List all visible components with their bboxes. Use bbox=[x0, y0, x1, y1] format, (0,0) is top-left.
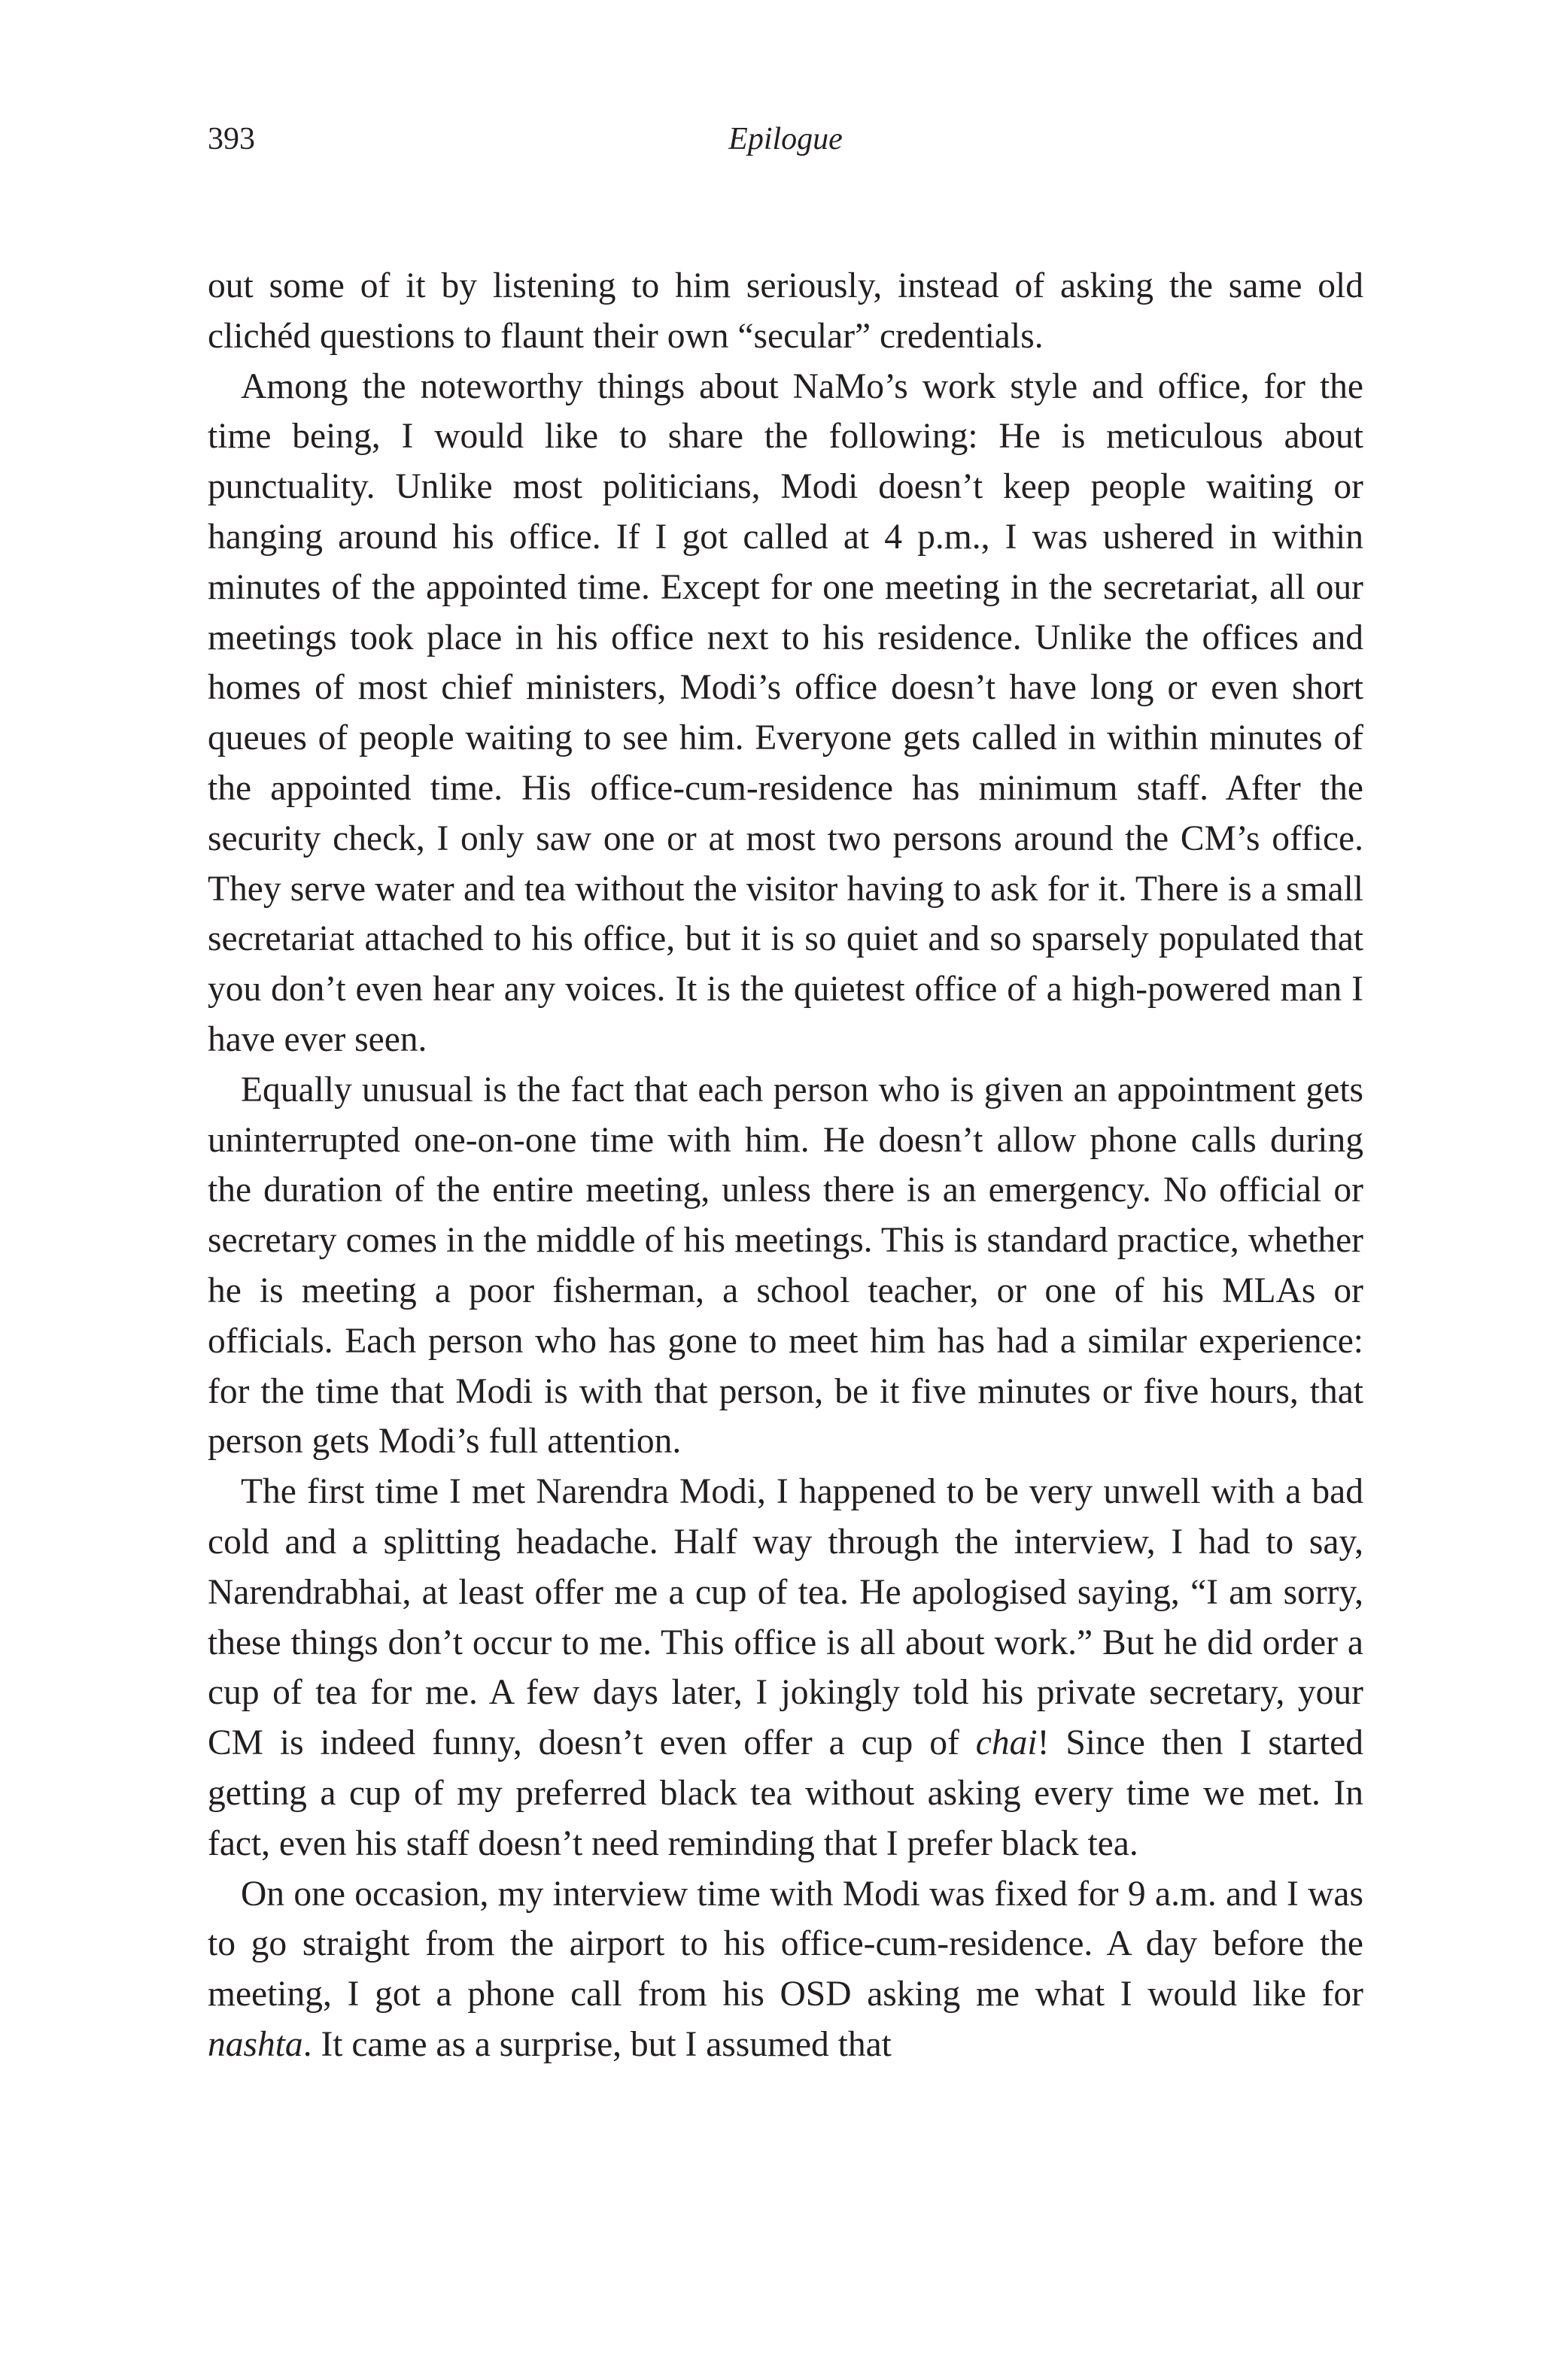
paragraph-continued: out some of it by listening to him seriously, instead of asking the same old clichéd questions to flaunt their own “secular” credentials. bbox=[208, 266, 1363, 356]
paragraph-text: . It came as a surprise, but I assumed that bbox=[302, 2024, 892, 2064]
paragraph-work-style: Among the noteworthy things about NaMo’s work style and office, for the time being, I would like to share the following: He is meticulous about punctuality. Unlike most politicians, Modi doesn’t keep people waiting or hanging around his office. If I got called at 4 p.m., I was ushered in within minutes of the appointed time. Except for one meeting in the secretariat, all our meetings took place in his office next to his residence. Unlike the offices and homes of most chief ministers, Modi’s office doesn’t have long or even short queues of people waiting to see him. Everyone gets called in within minutes of the appointed time. His office-cum-residence has minimum staff. After the security check, I only saw one or at most two persons around the CM’s office. They serve water and tea without the visitor having to ask for it. There is a small secretariat attached to his office, but it is so quiet and so sparsely populated that you don’t even hear any voices. It is the quietest office of a high-powered man I have ever seen. bbox=[208, 366, 1363, 1059]
running-head bbox=[208, 113, 1363, 165]
paragraph-text: The first time I met Narendra Modi, I happened to be very unwell with a bad cold and a splitting headache. Half way through the interview, I had to say, Narendrabhai, at least offer me a cup of tea. He apologised saying, “I am sorry, these things don’t occur to me. This office is all about work.” But he did order a cup of tea for me. A few days later, I jokingly told his private secretary, your CM is indeed funny, doesn’t even offer a cup of bbox=[208, 1472, 1363, 1763]
paragraph-one-on-one: Equally unusual is the fact that each person who is given an appointment gets uninterrupted one-on-one time with him. He doesn’t allow phone calls during the duration of the entire meeting, unless there is an emergency. No official or secretary comes in the middle of his meetings. This is standard practice, whether he is meeting a poor fisherman, a school teacher, or one of his MLAs or officials. Each person who has gone to meet him has had a similar experience: for the time that Modi is with that person, be it five minutes or five hours, that person gets Modi’s full attention. bbox=[208, 1070, 1363, 1462]
paragraph-text: ! Since then I started getting a cup of my preferred black tea without asking every time we met. In fact, even his staff doesn’t need reminding that I prefer black tea. bbox=[208, 1723, 1364, 1863]
italic-word-chai: chai bbox=[975, 1723, 1038, 1763]
paragraph-text: On one occasion, my interview time with Modi was fixed for 9 a.m. and I was to go straight from the airport to his office-cum-residence. A day before the meeting, I got a phone call from his OSD asking me what I would like for bbox=[208, 1874, 1363, 2014]
body-text bbox=[208, 261, 1363, 2070]
page-number: 393 bbox=[208, 122, 255, 156]
paragraph-nashta bbox=[208, 1869, 1363, 2070]
italic-word-nashta: nashta bbox=[208, 2024, 303, 2064]
chapter-title: Epilogue bbox=[728, 122, 843, 156]
paragraph-first-meeting bbox=[208, 1467, 1363, 1868]
